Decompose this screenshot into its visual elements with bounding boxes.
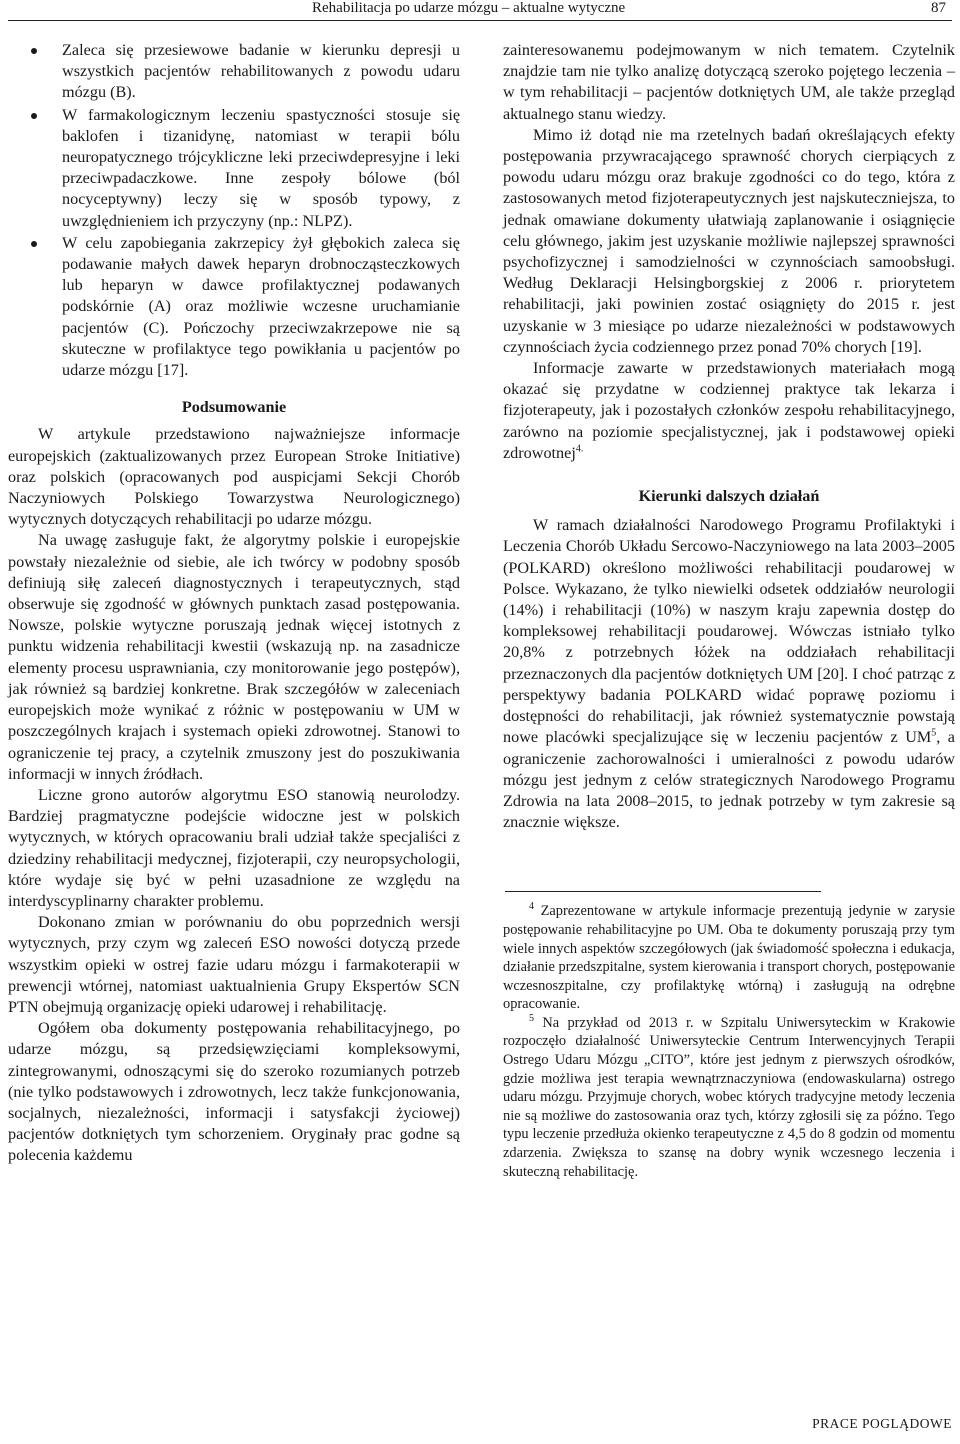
list-item: W farmakologicznym leczeniu spastyczności stosuje się baklofen i tizanidynę, natomiast w terapii bólu neuropatycznego trójcykliczne leki przeciwdepresyjne i leki przeciwpadaczkowe. Inne zespoły bólowe (ból nocyceptywny) leczy się w sposób typowy, z uwzględnieniem ich przyczyny (np.: NLPZ). — [8, 105, 460, 232]
bullet-icon — [31, 113, 37, 119]
paragraph: Liczne grono autorów algorytmu ESO stanowią neurolodzy. Bardziej pragmatyczne podejście widoczne jest w polskich wytycznych, w których opracowaniu brali udział także specjaliści z dziedziny rehabilitacji medycznej, fizjoterapii, czy neuropsychologii, które wydaje się być w pełni uzasadnione ze względu na interdyscyplinarny charakter problemu. — [8, 785, 460, 910]
right-column — [503, 40, 955, 1181]
section-heading-future: Kierunki dalszych działań — [638, 487, 820, 506]
section-footer: PRACE POGLĄDOWE — [812, 1416, 952, 1431]
running-header — [8, 0, 952, 21]
footnote: $^5$ Na przykład od 2013 r. w Szpitalu Uniwersyteckim w Krakowie rozpoczęło działalność Uniwersyteckie Centrum Interwencyjnych Terapii Ostrego Udaru Mózgu „CITO”, które jest jednym z pierwszych ośrodków, gdzie możliwa jest terapia wewnątrznaczyniowa (endowaskularna) ostrego udaru mózgu. Przyjmuje chorych, wobec których tradycyjne metody leczenia nie są możliwe do zastosowania oraz tych, którzy zgłosili się za późno. Tego typu leczenie przedłuża okienko terapeutyczne z 4,5 do 8 godzin od momentu zdarzenia. Zwiększa to szansę na dobry wynik wczesnego leczenia i skuteczną rehabilitację. — [503, 1013, 955, 1180]
section-heading-summary: Podsumowanie — [181, 398, 287, 417]
footnote-number: 4 — [529, 901, 534, 913]
paragraph: Mimo iż dotąd nie ma rzetelnych badań określających efekty postępowania przywracającego sprawność chorych cierpiących z powodu udaru mózgu oraz brakuje zgodności co do tego, która z zastosowanych metod fizjoterapeutycznych jest najskuteczniejsza, to jednak omawiane dokumenty ułatwiają zaplanowanie i osiągnięcie celu głównego, jakim jest uzyskanie możliwie najlepszej sprawności psychofizycznej i samodzielności w czynnościach samoobsługi. Według Deklaracji Helsingborgskiej z 2006 r. priorytetem rehabilitacji, jaki powinien zostać osiągnięty do 2015 r. jest uzyskanie w 3 miesiące po udarze niezależności w podstawowych czynnościach życia codziennego przez ponad 70% chorych [19]. — [503, 125, 955, 356]
left-column — [8, 40, 460, 1167]
paragraph: W artykule przedstawiono najważniejsze informacje europejskich (zaktualizowanych przez European Stroke Initiative) oraz polskich (opracowanych pod auspicjami Sekcji Chorób Naczyniowych Polskiego Towarzystwa Neurologicznego) wytycznych dotyczących rehabilitacji po udarze mózgu. — [8, 425, 460, 529]
page-number: 87 — [931, 0, 946, 16]
recommendation-list — [8, 40, 460, 381]
paragraph: W ramach działalności Narodowego Programu Profilaktyki i Leczenia Chorób Układu Sercowo-Naczyniowego na lata 2003–2005 (POLKARD) określono możliwości rehabilitacji poudarowej w Polsce. Wykazano, że tylko niewielki odsetek oddziałów neurologii (14%) i rehabilitacji (10%) w naszym kraju zapewnia dostęp do kompleksowej rehabilitacji poudarowej. Wówczas istniało tylko 20,8% z potrzebnych łóżek na oddziałach rehabilitacji przeznaczonych dla pacjentów dotkniętych UM [20]. I choć patrząc z perspektywy badania POLKARD widać poprawę poziomu i dostępności do rehabilitacji, jak również systematycznie powstają nowe placówki specjalizujące się w leczeniu pacjentów z $UM^5$, a ograniczenie zachorowalności i umieralności z powodu udarów mózgu jest jednym z celów strategicznych Narodowego Programu Zdrowia na lata 2008–2015, to jednak potrzeby w tym zakresie są znacznie większe. — [503, 516, 955, 832]
footnote-number: 5 — [529, 1013, 534, 1025]
running-title: Rehabilitacja po udarze mózgu – aktualne wytyczne — [312, 0, 626, 16]
footnote-ref: 5 — [931, 727, 937, 739]
footnote: $^4$ Zaprezentowane w artykule informacje prezentują jedynie w zarysie postępowanie rehabilitacyjne po UM. Oba te dokumenty poruszają przy tym wiele innych aspektów szczegółowych (jak świadomość społeczna i edukacja, działanie przedszpitalne, system kierowania i transport chorych, postępowanie wczesnoszpitalne, czy profilaktykę wtórną) i zasługują na odrębne opracowanie. — [503, 901, 955, 1013]
footnote-ref: 4. — [575, 443, 584, 455]
paragraph: zainteresowanemu podejmowanym w nich tematem. Czytelnik znajdzie tam nie tylko analizę dotyczącą szeroko pojętego leczenia – w tym rehabilitacji – pacjentów dotkniętych UM, ale także przegląd aktualnego stanu wiedzy. — [503, 41, 955, 123]
paragraph: Dokonano zmian w porównaniu do obu poprzednich wersji wytycznych, przy czym wg zaleceń ESO nowości dotyczą przede wszystkim opieki w ostrej fazie udaru mózgu i farmakoterapii w prewencji wtórnej, natomiast uaktualnienia Grupy Ekspertów SCN PTN obejmują organizację opieki udarowej i rehabilitację. — [8, 913, 460, 1016]
paragraph: Na uwagę zasługuje fakt, że algorytmy polskie i europejskie powstały niezależnie od siebie, ale ich twórcy w podobny sposób definiują siłę zaleceń diagnostycznych i terapeutycznych, stąd obserwuje się zgodność w głównych punktach zasad postępowania. Nowsze, polskie wytyczne poruszają jednak więcej istotnych z punktu widzenia rehabilitacji kwestii (wskazują np. na zasadnicze elementy procesu usprawniania, czy monitorowanie jego postępów), jak również są bardziej konkretne. Brak szczegółów w zaleceniach europejskich może wynikać z różnic w postępowaniu w UM w poszczególnych krajach i systemach opieki zdrowotnej. Stanowi to ograniczenie tej pracy, a czytelnik zmuszony jest do poszukiwania informacji w innych źródłach. — [8, 531, 460, 783]
bullet-icon — [31, 48, 37, 54]
list-item: Zaleca się przesiewowe badanie w kierunku depresji u wszystkich pacjentów rehabilitowanych z powodu udaru mózgu (B). — [8, 40, 460, 104]
footnote-separator — [505, 891, 821, 892]
paragraph: Ogółem oba dokumenty postępowania rehabilitacyjnego, po udarze mózgu, są przedsięwzięciami kompleksowymi, zintegrowanymi, odnoszącymi się do szeroko rozumianych potrzeb (nie tylko podstawowych i zdrowotnych, lecz także funkcjonowania, socjalnych, niezależności, informacji i satysfakcji życiowej) pacjentów dotkniętych tym schorzeniem. Oryginały prac godne są polecenia każdemu — [8, 1019, 460, 1165]
paragraph: Informacje zawarte w przedstawionych materiałach mogą okazać się przydatne w codziennej praktyce tak lekarza i fizjoterapeuty, jak i pozostałych członków zespołu rehabilitacyjnego, zarówno na poziomie specjalistycznej, jak i podstawowej opieki zdrowotnej$^{4.}$ — [503, 359, 955, 462]
list-item: W celu zapobiegania zakrzepicy żył głębokich zaleca się podawanie małych dawek heparyn drobnocząsteczkowych lub heparyn w dawce profilaktycznej podawanych podskórnie (A) oraz możliwie wczesne uruchamianie pacjentów (C). Pończochy przeciwzakrzepowe nie są skuteczne w profilaktyce tego powikłania u pacjentów po udarze mózgu [17]. — [8, 233, 460, 381]
bullet-icon — [31, 241, 37, 247]
footnotes — [503, 902, 955, 1181]
